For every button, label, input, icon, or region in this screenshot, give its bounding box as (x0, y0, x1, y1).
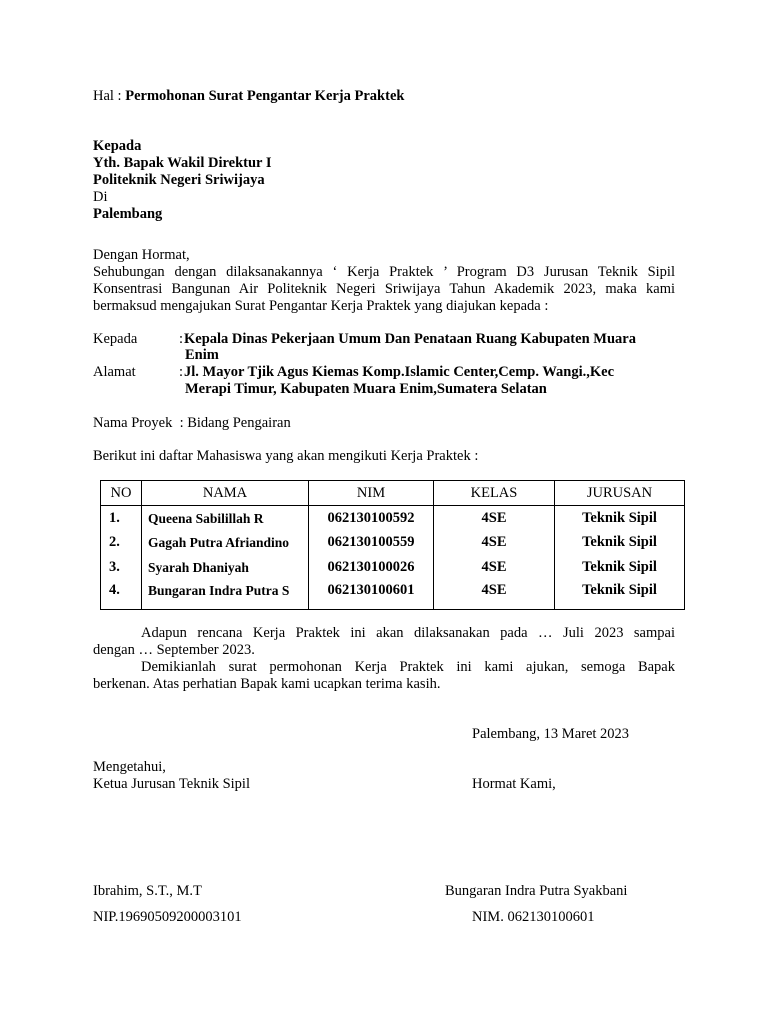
cell-kelas: 4SE (434, 555, 555, 580)
cell-no: 2. (101, 531, 142, 556)
cell-kelas: 4SE (434, 580, 555, 610)
cell-jurusan: Teknik Sipil (555, 555, 685, 580)
cell-nama: Queena Sabilillah R (142, 506, 309, 531)
table-row (101, 580, 685, 610)
addressee-institution: Politeknik Negeri Sriwijaya (93, 172, 265, 188)
paragraph-2-line-1: Adapun rencana Kerja Praktek ini akan dilaksanakan pada … Juli 2023 sampai (141, 625, 675, 641)
paragraph-1-line-3: bermaksud mengajukan Surat Pengantar Kerja Praktek yang diajukan kepada : (93, 298, 549, 314)
students-table (100, 480, 685, 610)
cell-no: 4. (101, 580, 142, 610)
letter-page (93, 0, 675, 1024)
paragraph-1-line-2: Konsentrasi Bangunan Air Politeknik Negeri Sriwijaya Tahun Akademik 2023, maka kami (93, 281, 675, 297)
addressee-city: Palembang (93, 206, 163, 222)
hormat-kami: Hormat Kami, (472, 776, 556, 792)
header-kelas: KELAS (434, 481, 555, 506)
mengetahui: Mengetahui, (93, 759, 166, 775)
cell-no: 3. (101, 555, 142, 580)
place-date: Palembang, 13 Maret 2023 (472, 726, 630, 742)
subject-line (93, 88, 404, 105)
header-jurusan: JURUSAN (555, 481, 685, 506)
cell-nama: Gagah Putra Afriandino (142, 531, 309, 556)
table-row (101, 555, 685, 580)
header-nama: NAMA (142, 481, 309, 506)
target-alamat-line-2: Merapi Timur, Kabupaten Muara Enim,Sumatera Selatan (185, 381, 547, 397)
left-signer-id: NIP.19690509200003101 (93, 909, 242, 925)
project-name: Nama Proyek : Bidang Pengairan (93, 415, 291, 431)
target-alamat-colon: : (179, 364, 184, 380)
table-row (101, 531, 685, 556)
cell-kelas: 4SE (434, 506, 555, 531)
subject-value: Permohonan Surat Pengantar Kerja Praktek (125, 88, 405, 104)
cell-nim: 062130100026 (309, 555, 434, 580)
left-signer-name: Ibrahim, S.T., M.T (93, 883, 202, 899)
right-signer-id: NIM. 062130100601 (472, 909, 595, 925)
cell-nim: 062130100601 (309, 580, 434, 610)
paragraph-3-line-2: berkenan. Atas perhatian Bapak kami ucapkan terima kasih. (93, 676, 441, 692)
target-kepada-line-2: Enim (185, 347, 219, 363)
header-nim: NIM (309, 481, 434, 506)
cell-nama: Bungaran Indra Putra S (142, 580, 309, 610)
addressee-di: Di (93, 189, 108, 205)
addressee-yth: Yth. Bapak Wakil Direktur I (93, 155, 272, 171)
target-kepada-colon: : (179, 331, 184, 347)
target-kepada-line-1: Kepala Dinas Pekerjaan Umum Dan Penataan Ruang Kabupaten Muara (184, 331, 636, 347)
paragraph-3-line-1: Demikianlah surat permohonan Kerja Praktek ini kami ajukan, semoga Bapak (141, 659, 675, 675)
paragraph-2-line-2: dengan … September 2023. (93, 642, 255, 658)
table-header-row (101, 481, 685, 506)
target-alamat-label: Alamat (93, 364, 136, 380)
cell-jurusan: Teknik Sipil (555, 531, 685, 556)
subject-label: Hal : (93, 88, 126, 104)
cell-no: 1. (101, 506, 142, 531)
cell-nim: 062130100559 (309, 531, 434, 556)
table-row (101, 506, 685, 531)
target-alamat-line-1: Jl. Mayor Tjik Agus Kiemas Komp.Islamic Center,Cemp. Wangi.,Kec (184, 364, 615, 380)
cell-jurusan: Teknik Sipil (555, 506, 685, 531)
ketua-jurusan: Ketua Jurusan Teknik Sipil (93, 776, 250, 792)
right-signer-name: Bungaran Indra Putra Syakbani (445, 883, 628, 899)
cell-nim: 062130100592 (309, 506, 434, 531)
cell-kelas: 4SE (434, 531, 555, 556)
header-no: NO (101, 481, 142, 506)
greeting: Dengan Hormat, (93, 247, 190, 263)
addressee-kepada: Kepada (93, 138, 142, 154)
paragraph-1-line-1: Sehubungan dengan dilaksanakannya ‘ Kerja Praktek ’ Program D3 Jurusan Teknik Sipil (93, 264, 675, 280)
target-kepada-label: Kepada (93, 331, 138, 347)
cell-jurusan: Teknik Sipil (555, 580, 685, 610)
students-intro: Berikut ini daftar Mahasiswa yang akan mengikuti Kerja Praktek : (93, 448, 479, 464)
cell-nama: Syarah Dhaniyah (142, 555, 309, 580)
